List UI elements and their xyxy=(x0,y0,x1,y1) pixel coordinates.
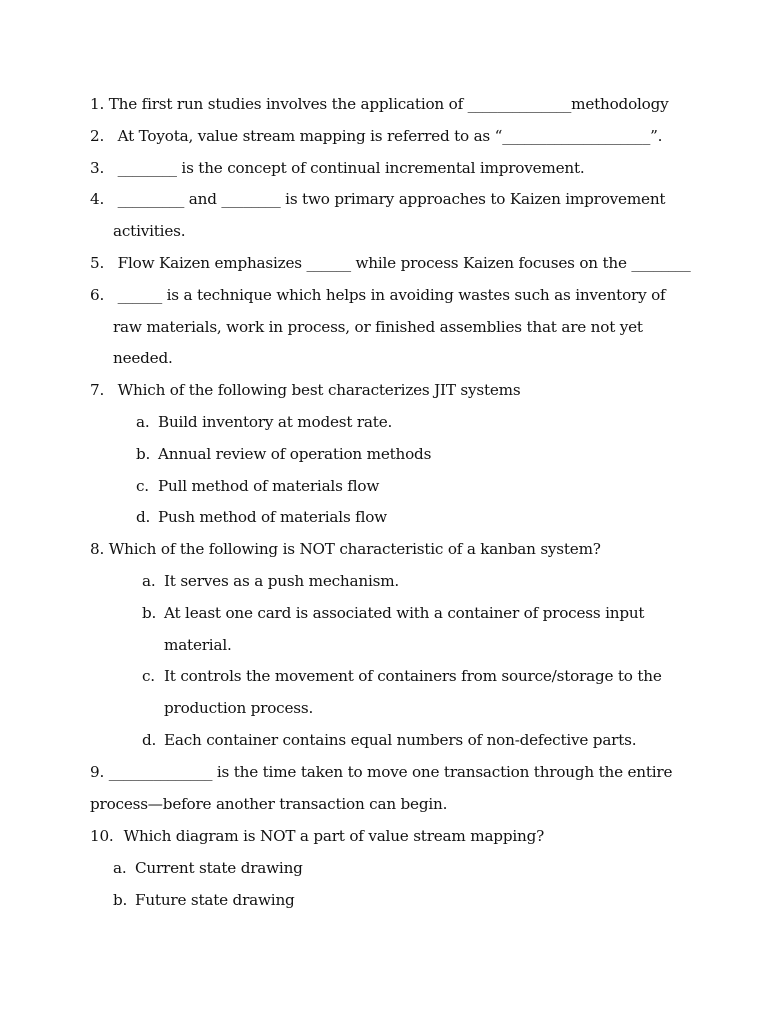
option-letter: d. xyxy=(142,731,157,749)
question-7-option-d xyxy=(136,503,387,531)
question-5-number: 5. xyxy=(90,254,105,272)
option-text: It controls the movement of containers from source/storage to the xyxy=(164,667,662,685)
question-2 xyxy=(90,122,680,150)
option-cont-text: production process. xyxy=(164,699,314,717)
question-7-option-a xyxy=(136,408,392,436)
question-2-number: 2. xyxy=(90,127,105,145)
question-1-text: 1. The first run studies involves the application of ______________methodology xyxy=(90,95,669,113)
question-10 xyxy=(90,822,680,850)
question-7-option-c xyxy=(136,472,379,500)
question-8-option-d xyxy=(142,726,636,754)
question-4-cont-text: activities. xyxy=(113,222,186,240)
question-4-number: 4. xyxy=(90,190,105,208)
question-8-option-c-continuation xyxy=(164,694,313,722)
question-4 xyxy=(90,185,680,213)
question-3 xyxy=(90,154,680,182)
option-letter: c. xyxy=(142,667,155,685)
option-letter: b. xyxy=(113,891,128,909)
question-7-option-b xyxy=(136,440,431,468)
question-3-number: 3. xyxy=(90,159,105,177)
option-letter: a. xyxy=(142,572,156,590)
option-letter: a. xyxy=(113,859,127,877)
question-6-cont2-text: needed. xyxy=(113,349,173,367)
question-8-option-c xyxy=(142,662,662,690)
question-9-continuation xyxy=(90,790,680,818)
question-7-number: 7. xyxy=(90,381,105,399)
question-8-option-a xyxy=(142,567,399,595)
option-cont-text: material. xyxy=(164,636,232,654)
question-10-number: 10. xyxy=(90,827,114,845)
question-10-option-a xyxy=(113,854,303,882)
option-letter: b. xyxy=(136,445,151,463)
question-8-option-b-continuation xyxy=(164,631,232,659)
question-7-text: Which of the following best characterizes JIT systems xyxy=(117,381,521,399)
option-text: Pull method of materials flow xyxy=(158,477,380,495)
question-6-cont1-text: raw materials, work in process, or finished assemblies that are not yet xyxy=(113,318,643,336)
question-5 xyxy=(90,249,691,277)
question-6-text: ______ is a technique which helps in avoiding wastes such as inventory of xyxy=(117,286,666,304)
option-text: Build inventory at modest rate. xyxy=(158,413,393,431)
question-7 xyxy=(90,376,680,404)
question-4-continuation xyxy=(113,217,703,245)
option-letter: c. xyxy=(136,477,149,495)
question-8-option-b xyxy=(142,599,644,627)
option-text: Annual review of operation methods xyxy=(158,445,432,463)
option-text: At least one card is associated with a container of process input xyxy=(164,604,645,622)
question-9-text: 9. ______________ is the time taken to move one transaction through the entire xyxy=(90,763,673,781)
option-text: It serves as a push mechanism. xyxy=(164,572,400,590)
option-letter: d. xyxy=(136,508,151,526)
option-text: Current state drawing xyxy=(135,859,303,877)
question-9 xyxy=(90,758,680,786)
question-6 xyxy=(90,281,680,309)
question-10-option-b xyxy=(113,886,295,914)
question-6-continuation-1 xyxy=(113,313,678,341)
question-8 xyxy=(90,535,680,563)
question-6-number: 6. xyxy=(90,286,105,304)
option-text: Push method of materials flow xyxy=(158,508,387,526)
option-letter: b. xyxy=(142,604,157,622)
question-2-text: At Toyota, value stream mapping is referred to as “____________________”. xyxy=(117,127,663,145)
option-text: Future state drawing xyxy=(135,891,295,909)
question-1 xyxy=(90,90,680,118)
option-text: Each container contains equal numbers of non-defective parts. xyxy=(164,731,637,749)
question-4-text: _________ and ________ is two primary approaches to Kaizen improvement xyxy=(117,190,666,208)
question-8-text: 8. Which of the following is NOT characteristic of a kanban system? xyxy=(90,540,601,558)
question-10-text: Which diagram is NOT a part of value stream mapping? xyxy=(123,827,545,845)
question-5-text: Flow Kaizen emphasizes ______ while process Kaizen focuses on the ________ xyxy=(117,254,691,272)
option-letter: a. xyxy=(136,413,150,431)
question-3-text: ________ is the concept of continual incremental improvement. xyxy=(117,159,585,177)
question-6-continuation-2 xyxy=(113,344,703,372)
question-9-cont-text: process—before another transaction can begin. xyxy=(90,795,448,813)
